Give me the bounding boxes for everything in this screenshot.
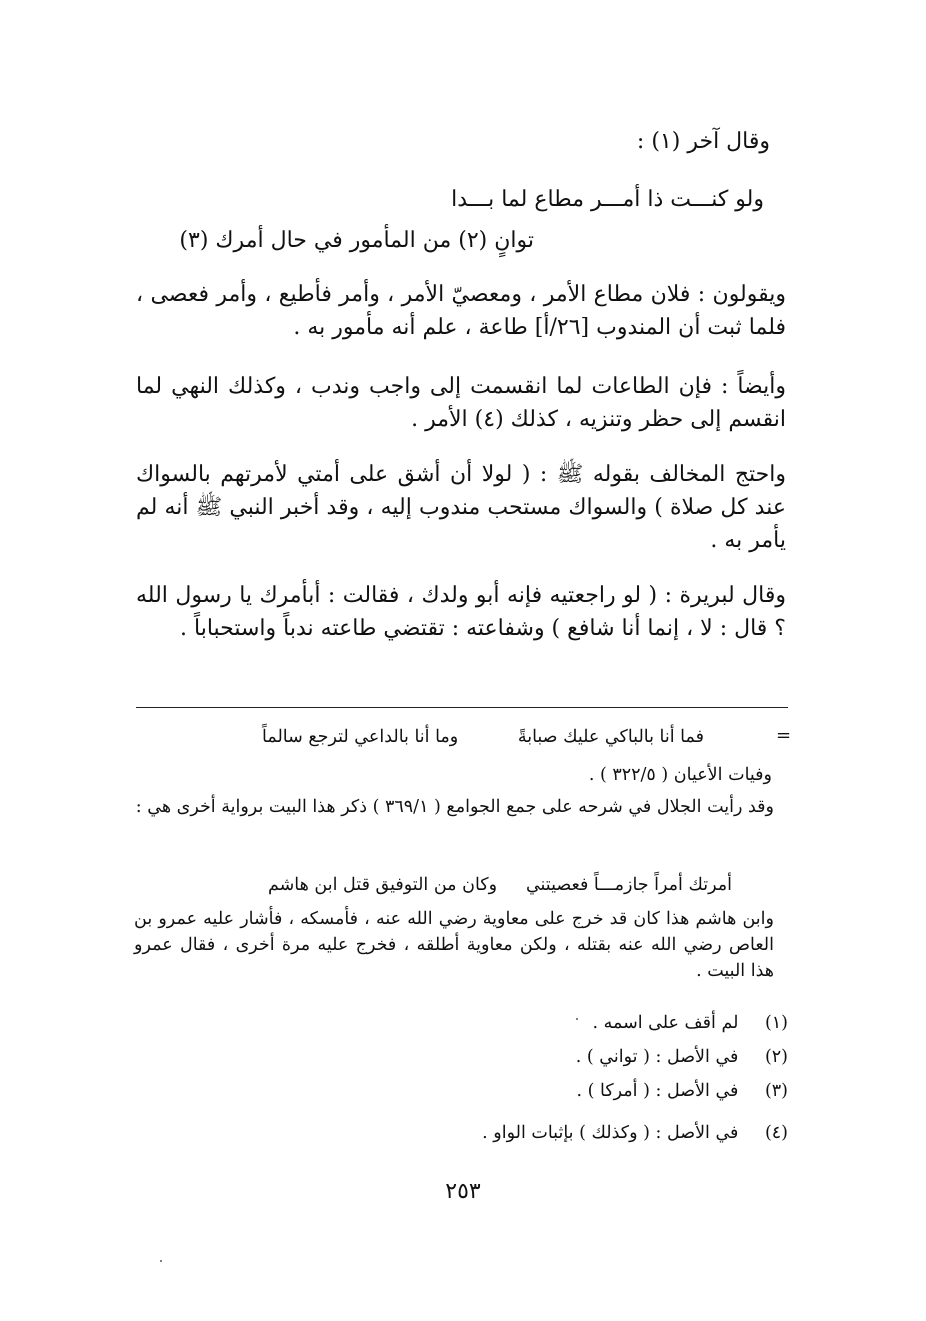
footnote-jalal-paragraph: وقد رأيت الجلال في شرحه على جمع الجوامع ( ٣٦٩/١ ) ذكر هذا البيت برواية أخرى هي : (135, 797, 774, 817)
scan-speck (576, 1018, 578, 1020)
footnote-4-text: في الأصل : ( وكذلك ) بإثبات الواو . (482, 1123, 739, 1143)
footnote-1-text: لم أقف على اسمه . (592, 1013, 739, 1033)
verse-intro: وقال آخر (١) : (636, 129, 770, 154)
footnote-source-wafayat: وفيات الأعيان ( ٣٢٢/٥ ) . (588, 765, 772, 785)
footnote-3-text: في الأصل : ( أمركا ) . (576, 1081, 739, 1101)
footnote-verse-b-second-hemistich: وكان من التوفيق قتل ابن هاشم (268, 875, 498, 895)
paragraph-barira: وقال لبريرة : ( لو راجعتيه فإنه أبو ولدك ، فقالت : أبأمرك يا رسول الله ؟ قال : لا ، إنما أنا شافع ) وشفاعته : تقتضي طاعته ندباً واستحباباً . (136, 583, 786, 641)
footnote-3-number: (٣) (764, 1081, 788, 1101)
footnote-2-text: في الأصل : ( تواني ) . (575, 1047, 739, 1067)
paragraph-opponent-argument: واحتج المخالف بقوله ﷺ : ( لولا أن أشق على أمتي لأمرتهم بالسواك عند كل صلاة ) والسواك مستحب مندوب إليه ، وقد أخبر النبي ﷺ أنه لم يأمر به . (136, 462, 786, 553)
footnote-verse-a-second-hemistich: وما أنا بالداعي لترجع سالماً (262, 727, 459, 747)
paragraph-obeyed-command: ويقولون : فلان مطاع الأمر ، ومعصيّ الأمر ، وأمر فأطيع ، وأمر فعصى ، فلما ثبت أن المندوب [٢٦/أ] طاعة ، علم أنه مأمور به . (136, 282, 786, 340)
footnote-2-number: (٢) (764, 1047, 788, 1067)
scan-speck (160, 1260, 162, 1262)
footnote-1-number: (١) (764, 1013, 788, 1033)
page-number: ٢٥٣ (445, 1179, 481, 1204)
verse-line-1: ولو كنـــت ذا أمـــر مطاع لما بـــدا (451, 187, 764, 212)
footnote-1 (592, 1010, 788, 1036)
paragraph-also: وأيضاً : فإن الطاعات لما انقسمت إلى واجب وندب ، وكذلك النهي لما انقسم إلى حظر وتنزيه ، كذلك (٤) الأمر . (136, 374, 786, 432)
footnote-verse-b-first-hemistich: أمرتك أمراً جازمـــاً فعصيتني (525, 875, 732, 895)
footnote-separator (136, 707, 788, 708)
footnote-3 (576, 1078, 788, 1104)
footnote-4 (482, 1120, 788, 1146)
verse-line-2: توانٍ (٢) من المأمور في حال أمرك (٣) (179, 228, 534, 253)
footnote-4-number: (٤) (764, 1123, 788, 1143)
footnote-verse-a-first-hemistich: فما أنا بالباكي عليك صبابةً (517, 727, 704, 747)
footnote-2 (576, 1044, 788, 1070)
footnote-ibn-hashim-paragraph: وابن هاشم هذا كان قد خرج على معاوية رضي الله عنه ، فأمسكه ، فأشار عليه عمرو بن العاص رضي الله عنه بقتله ، ولكن معاوية أطلقه ، فخرج عليه مرة أخرى ، فقال عمرو هذا البيت . (134, 909, 774, 981)
continuation-mark: = (776, 725, 792, 746)
